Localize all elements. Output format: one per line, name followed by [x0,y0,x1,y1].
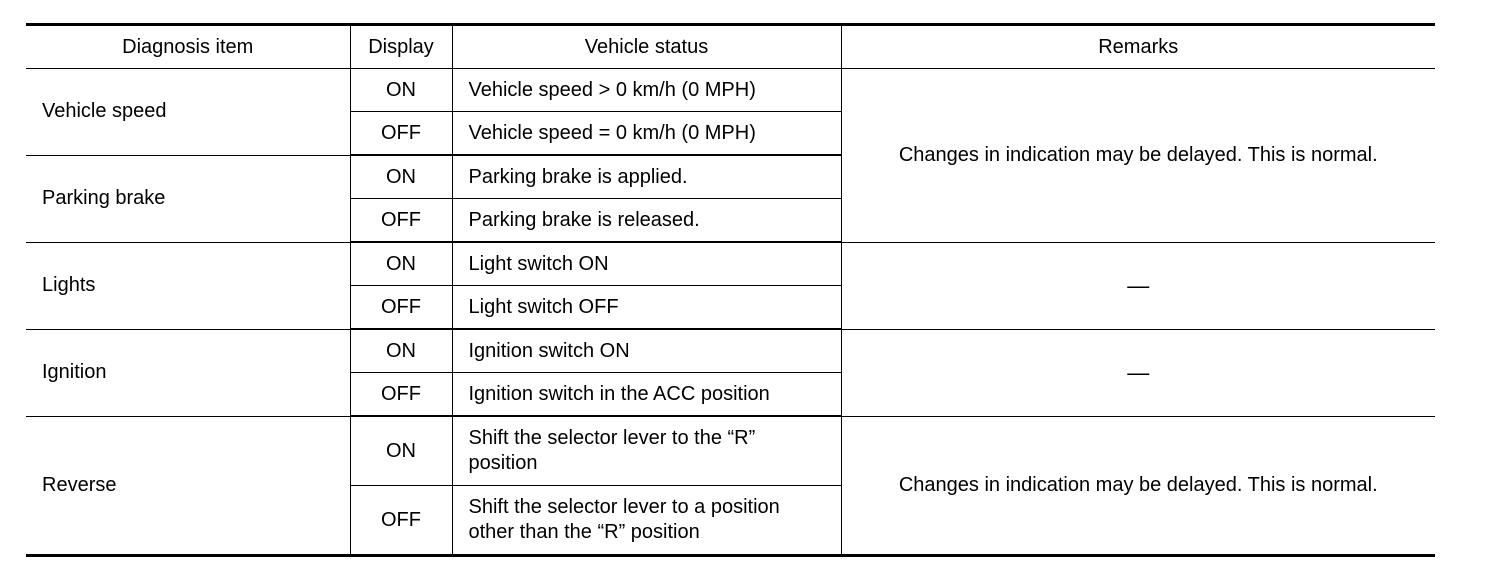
status-reverse-off: Shift the selector lever to a position other than the “R” position [452,486,841,556]
header-diagnosis-item: Diagnosis item [26,25,350,69]
status-parking-brake-on: Parking brake is applied. [452,155,841,199]
status-ignition-on: Ignition switch ON [452,329,841,373]
display-off: OFF [350,286,452,330]
diagnosis-table [26,23,1435,557]
item-parking-brake: Parking brake [26,155,350,242]
status-lights-on: Light switch ON [452,242,841,286]
display-on: ON [350,329,452,373]
remarks-ignition [841,329,1435,416]
remarks-dash: — [1127,359,1150,385]
item-reverse: Reverse [26,416,350,556]
header-display: Display [350,25,452,69]
display-on: ON [350,155,452,199]
item-ignition: Ignition [26,329,350,416]
status-lights-off: Light switch OFF [452,286,841,330]
table-row [26,242,1435,286]
item-lights: Lights [26,242,350,329]
status-reverse-on: Shift the selector lever to the “R” position [452,416,841,486]
display-off: OFF [350,112,452,156]
status-vehicle-speed-on: Vehicle speed > 0 km/h (0 MPH) [452,69,841,112]
item-vehicle-speed: Vehicle speed [26,69,350,156]
table-row [26,416,1435,486]
display-off: OFF [350,373,452,417]
display-off: OFF [350,199,452,243]
remarks-speed-brake: Changes in indication may be delayed. This is normal. [841,69,1435,243]
display-on: ON [350,416,452,486]
status-vehicle-speed-off: Vehicle speed = 0 km/h (0 MPH) [452,112,841,156]
remarks-reverse: Changes in indication may be delayed. This is normal. [841,416,1435,556]
table-header-row [26,25,1435,69]
remarks-lights [841,242,1435,329]
remarks-dash: — [1127,272,1150,298]
header-vehicle-status: Vehicle status [452,25,841,69]
display-on: ON [350,69,452,112]
display-off: OFF [350,486,452,556]
status-parking-brake-off: Parking brake is released. [452,199,841,243]
table-row [26,69,1435,112]
table-row [26,329,1435,373]
status-ignition-off: Ignition switch in the ACC position [452,373,841,417]
display-on: ON [350,242,452,286]
header-remarks: Remarks [841,25,1435,69]
